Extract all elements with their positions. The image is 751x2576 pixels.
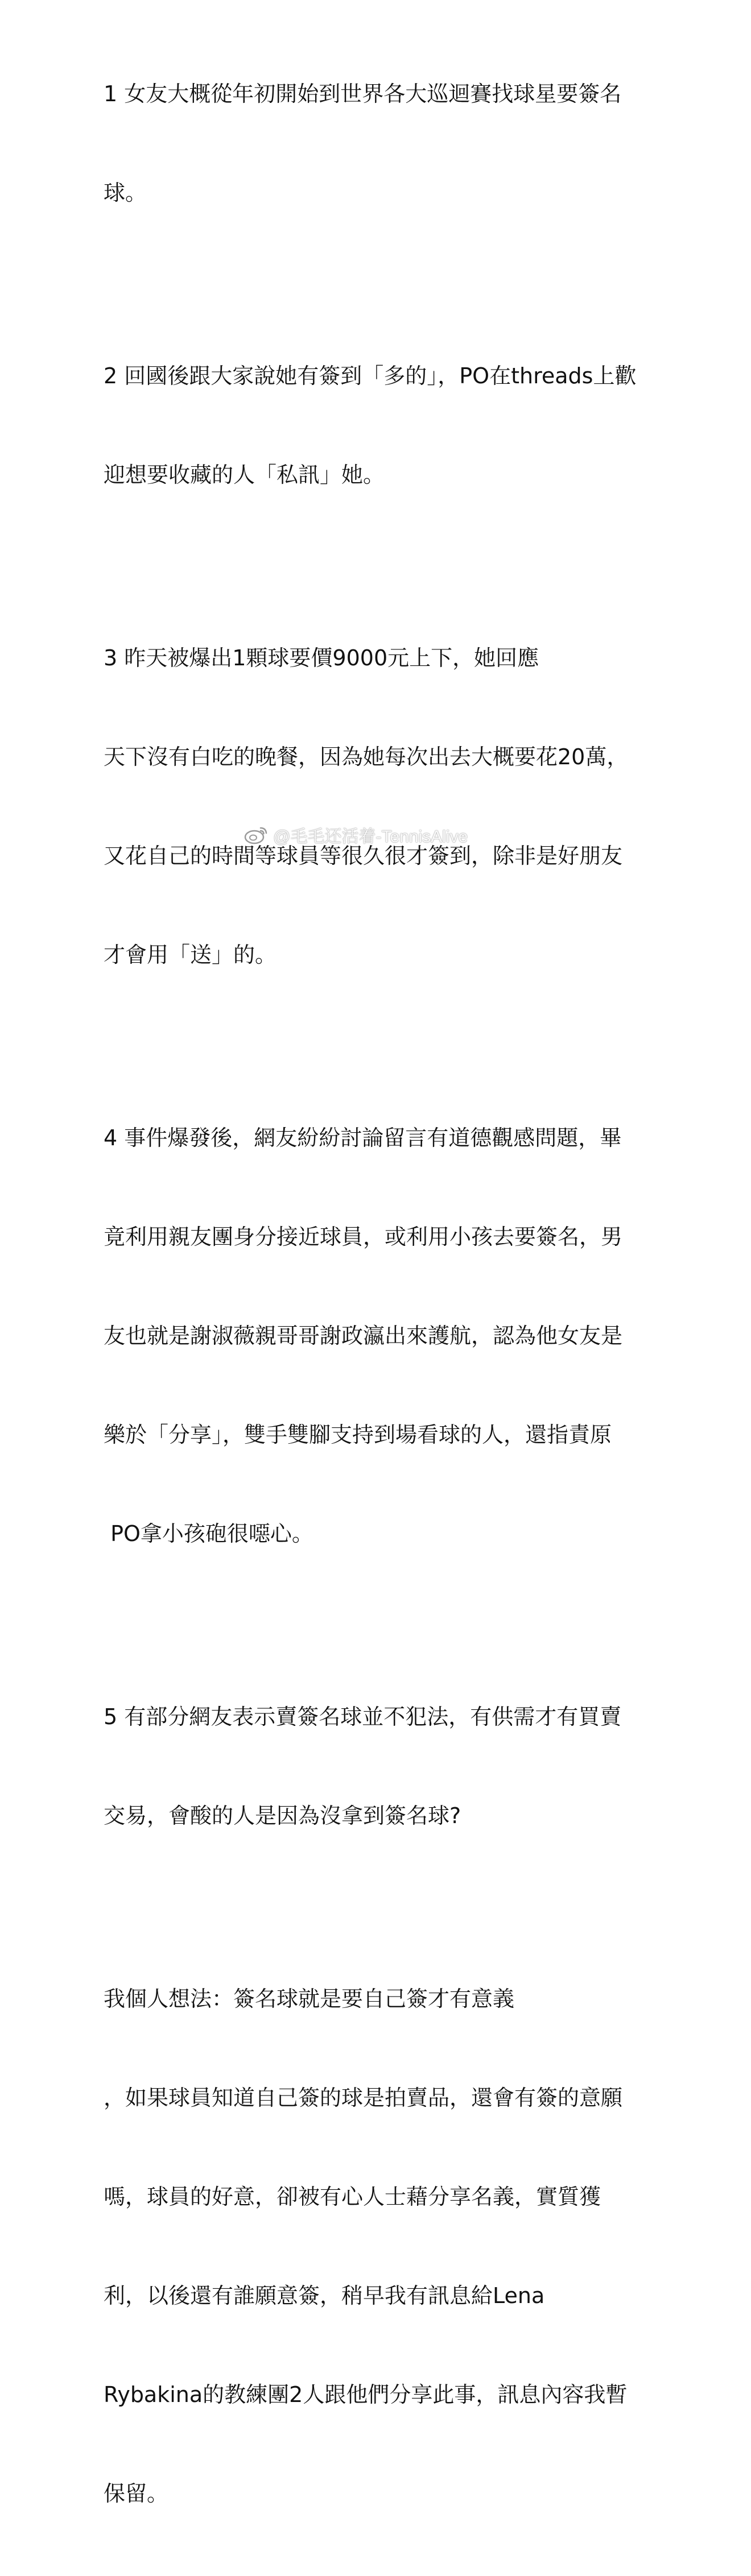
paragraph-opinion <box>104 1916 735 2576</box>
paragraph-5 <box>104 1634 735 1898</box>
paragraph-4 <box>104 1055 735 1616</box>
paragraph-2 <box>104 293 735 557</box>
text-line: 竟利用親友團身分接近球員，或利用小孩去要簽名，男 <box>104 1224 623 1249</box>
text-line: 2 回國後跟大家說她有簽到「多的」，PO在threads上歡 <box>104 363 637 388</box>
text-line: 迎想要收藏的人「私訊」她。 <box>104 462 385 487</box>
article-body <box>104 11 735 2576</box>
watermark-text: @毛毛还活着-TennisAlive <box>273 827 468 846</box>
text-line: 天下沒有白吃的晚餐，因為她每次出去大概要花20萬， <box>104 744 629 769</box>
watermark <box>244 822 468 847</box>
text-line: 3 昨天被爆出1顆球要價9000元上下，她回應 <box>104 645 539 670</box>
text-line: 我個人想法：簽名球就是要自己簽才有意義 <box>104 1986 515 2011</box>
text-line: 球。 <box>104 180 147 205</box>
weibo-icon <box>244 825 269 845</box>
text-line: PO拿小孩砲很噁心。 <box>104 1521 313 1546</box>
paragraph-3 <box>104 575 735 1037</box>
text-line: 5 有部分網友表示賣簽名球並不犯法，有供需才有買賣 <box>104 1704 622 1729</box>
text-line: 又花自己的時間等球員等很久很才簽到，除非是好朋友 <box>104 843 623 868</box>
paragraph-1 <box>104 11 735 275</box>
text-line: Rybakina的教練團2人跟他們分享此事，訊息內容我暫 <box>104 2382 628 2407</box>
text-line: 才會用「送」的。 <box>104 942 277 967</box>
text-line: ，如果球員知道自己簽的球是拍賣品，還會有簽的意願 <box>104 2085 623 2110</box>
text-line: 交易，會酸的人是因為沒拿到簽名球? <box>104 1803 461 1828</box>
text-line: 4 事件爆發後，網友紛紛討論留言有道德觀感問題，畢 <box>104 1125 622 1150</box>
text-line: 利，以後還有誰願意簽，稍早我有訊息給Lena <box>104 2283 545 2308</box>
text-line: 保留。 <box>104 2481 169 2506</box>
text-line: 1 女友大概從年初開始到世界各大巡迴賽找球星要簽名 <box>104 81 622 106</box>
text-line: 樂於「分享」，雙手雙腳支持到場看球的人，還指責原 <box>104 1422 612 1447</box>
text-line: 嗎，球員的好意，卻被有心人士藉分享名義，實質獲 <box>104 2184 601 2209</box>
text-line: 友也就是謝淑薇親哥哥謝政瀛出來護航，認為他女友是 <box>104 1323 623 1348</box>
